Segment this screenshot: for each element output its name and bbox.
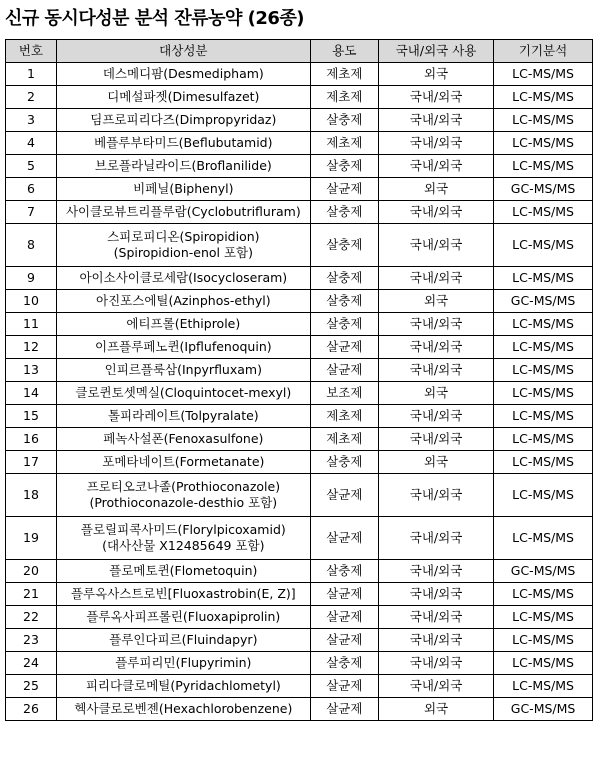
usage-type: 보조제 — [310, 382, 378, 405]
instrument-analysis: LC-MS/MS — [494, 201, 593, 224]
header-name: 대상성분 — [56, 40, 310, 63]
row-number: 21 — [6, 583, 57, 606]
table-row — [6, 560, 593, 583]
usage-type: 살균제 — [310, 698, 378, 721]
usage-type: 살충제 — [310, 290, 378, 313]
usage-type: 살충제 — [310, 313, 378, 336]
usage-region: 국내/외국 — [378, 517, 493, 560]
row-number: 1 — [6, 63, 57, 86]
instrument-analysis: LC-MS/MS — [494, 359, 593, 382]
ingredient-name — [56, 63, 310, 86]
ingredient-name-line: 플루옥사피프롤린(Fluoxapiprolin) — [86, 609, 281, 624]
header-use: 용도 — [310, 40, 378, 63]
table-row — [6, 336, 593, 359]
table-row — [6, 606, 593, 629]
row-number: 11 — [6, 313, 57, 336]
ingredient-name-line: 페녹사설폰(Fenoxasulfone) — [103, 431, 264, 446]
row-number: 13 — [6, 359, 57, 382]
table-row — [6, 451, 593, 474]
table-row — [6, 63, 593, 86]
table-row — [6, 132, 593, 155]
table-row — [6, 382, 593, 405]
usage-region: 국내/외국 — [378, 359, 493, 382]
table-row — [6, 313, 593, 336]
ingredient-name-line: 인피르플룩삼(Inpyrfluxam) — [104, 362, 262, 377]
ingredient-name — [56, 132, 310, 155]
table-row — [6, 675, 593, 698]
ingredient-name-line: 아이소사이클로세람(Isocycloseram) — [79, 270, 288, 285]
table-row — [6, 698, 593, 721]
usage-region: 국내/외국 — [378, 583, 493, 606]
ingredient-name — [56, 583, 310, 606]
row-number: 20 — [6, 560, 57, 583]
row-number: 8 — [6, 224, 57, 267]
table-header-row — [6, 40, 593, 63]
usage-type: 살균제 — [310, 474, 378, 517]
table-row — [6, 224, 593, 267]
usage-type: 제초제 — [310, 132, 378, 155]
ingredient-name-line: 아진포스에틸(Azinphos-ethyl) — [96, 293, 271, 308]
ingredient-name-line: 헥사클로로벤젠(Hexachlorobenzene) — [74, 701, 293, 716]
usage-region: 국내/외국 — [378, 313, 493, 336]
ingredient-name — [56, 224, 310, 267]
usage-type: 살균제 — [310, 178, 378, 201]
usage-type: 살균제 — [310, 629, 378, 652]
usage-region: 외국 — [378, 63, 493, 86]
instrument-analysis: LC-MS/MS — [494, 652, 593, 675]
usage-type: 살균제 — [310, 675, 378, 698]
instrument-analysis: LC-MS/MS — [494, 382, 593, 405]
ingredient-name — [56, 606, 310, 629]
instrument-analysis: LC-MS/MS — [494, 267, 593, 290]
instrument-analysis: GC-MS/MS — [494, 290, 593, 313]
row-number: 10 — [6, 290, 57, 313]
ingredient-name — [56, 313, 310, 336]
ingredient-name-line: 피리다클로메틸(Pyridachlometyl) — [85, 678, 281, 693]
ingredient-name — [56, 290, 310, 313]
row-number: 22 — [6, 606, 57, 629]
usage-region: 외국 — [378, 451, 493, 474]
ingredient-name-line: 에티프롤(Ethiprole) — [126, 316, 241, 331]
table-body — [6, 63, 593, 721]
instrument-analysis: LC-MS/MS — [494, 336, 593, 359]
instrument-analysis: LC-MS/MS — [494, 63, 593, 86]
usage-type: 살충제 — [310, 109, 378, 132]
row-number: 16 — [6, 428, 57, 451]
ingredient-name-line: 플로릴피콕사미드(Florylpicoxamid) — [80, 522, 286, 537]
instrument-analysis: LC-MS/MS — [494, 583, 593, 606]
ingredient-name-line: 플로메토퀸(Flometoquin) — [109, 563, 258, 578]
usage-region: 국내/외국 — [378, 224, 493, 267]
usage-region: 국내/외국 — [378, 155, 493, 178]
table-row — [6, 201, 593, 224]
usage-type: 살충제 — [310, 224, 378, 267]
ingredient-name-line: (Prothioconazole-desthio 포함) — [89, 495, 278, 510]
usage-region: 국내/외국 — [378, 109, 493, 132]
ingredient-name-line: 이프플루페노퀸(Ipflufenoquin) — [95, 339, 272, 354]
table-row — [6, 583, 593, 606]
ingredient-name — [56, 382, 310, 405]
usage-type: 살충제 — [310, 652, 378, 675]
table-row — [6, 267, 593, 290]
ingredient-name — [56, 109, 310, 132]
ingredient-name-line: 베플루부타미드(Beflubutamid) — [94, 135, 273, 150]
table-row — [6, 474, 593, 517]
usage-region: 외국 — [378, 178, 493, 201]
ingredient-name-line: 비페닐(Biphenyl) — [133, 181, 234, 196]
row-number: 23 — [6, 629, 57, 652]
table-row — [6, 405, 593, 428]
ingredient-name — [56, 155, 310, 178]
ingredient-name-line: 플루인다피르(Fluindapyr) — [109, 632, 258, 647]
usage-type: 제초제 — [310, 428, 378, 451]
usage-type: 살충제 — [310, 201, 378, 224]
usage-region: 국내/외국 — [378, 629, 493, 652]
usage-region: 국내/외국 — [378, 132, 493, 155]
row-number: 2 — [6, 86, 57, 109]
header-instrument: 기기분석 — [494, 40, 593, 63]
ingredient-name-line: 포메타네이트(Formetanate) — [102, 454, 265, 469]
table-row — [6, 428, 593, 451]
ingredient-name-line: 브로플라닐라이드(Broflanilide) — [94, 158, 272, 173]
table-row — [6, 359, 593, 382]
usage-region: 국내/외국 — [378, 428, 493, 451]
header-no: 번호 — [6, 40, 57, 63]
table-row — [6, 178, 593, 201]
usage-type: 살균제 — [310, 583, 378, 606]
instrument-analysis: LC-MS/MS — [494, 313, 593, 336]
ingredient-name-line: 프로티오코나졸(Prothioconazole) — [86, 479, 281, 494]
usage-type: 살균제 — [310, 517, 378, 560]
instrument-analysis: LC-MS/MS — [494, 428, 593, 451]
usage-type: 살균제 — [310, 359, 378, 382]
usage-region: 국내/외국 — [378, 405, 493, 428]
row-number: 26 — [6, 698, 57, 721]
ingredient-name-line: 플루피리민(Flupyrimin) — [115, 655, 252, 670]
usage-type: 제초제 — [310, 63, 378, 86]
row-number: 6 — [6, 178, 57, 201]
table-row — [6, 629, 593, 652]
ingredient-name-line: 클로퀸토셋멕실(Cloquintocet-mexyl) — [75, 385, 292, 400]
ingredient-name — [56, 336, 310, 359]
ingredient-name — [56, 267, 310, 290]
ingredient-name-line: 스피로피디온(Spiropidion) — [107, 229, 260, 244]
ingredient-name — [56, 359, 310, 382]
instrument-analysis: GC-MS/MS — [494, 178, 593, 201]
row-number: 24 — [6, 652, 57, 675]
usage-type: 살균제 — [310, 606, 378, 629]
usage-region: 국내/외국 — [378, 86, 493, 109]
instrument-analysis: LC-MS/MS — [494, 109, 593, 132]
ingredient-name — [56, 675, 310, 698]
row-number: 25 — [6, 675, 57, 698]
header-region: 국내/외국 사용 — [378, 40, 493, 63]
usage-type: 살충제 — [310, 267, 378, 290]
table-row — [6, 290, 593, 313]
usage-type: 살충제 — [310, 155, 378, 178]
ingredient-name — [56, 451, 310, 474]
ingredient-name-line: 딤프로피리다즈(Dimpropyridaz) — [90, 112, 277, 127]
table-row — [6, 155, 593, 178]
ingredient-name-line: 사이클로뷰트리플루람(Cyclobutrifluram) — [65, 204, 301, 219]
instrument-analysis: LC-MS/MS — [494, 675, 593, 698]
ingredient-name — [56, 201, 310, 224]
usage-region: 국내/외국 — [378, 474, 493, 517]
ingredient-name-line: 톨피라레이트(Tolpyralate) — [107, 408, 259, 423]
usage-type: 살충제 — [310, 451, 378, 474]
row-number: 15 — [6, 405, 57, 428]
ingredient-name — [56, 629, 310, 652]
usage-region: 외국 — [378, 698, 493, 721]
table-row — [6, 517, 593, 560]
instrument-analysis: LC-MS/MS — [494, 474, 593, 517]
row-number: 9 — [6, 267, 57, 290]
ingredient-name — [56, 428, 310, 451]
row-number: 14 — [6, 382, 57, 405]
instrument-analysis: LC-MS/MS — [494, 224, 593, 267]
usage-type: 제초제 — [310, 86, 378, 109]
row-number: 4 — [6, 132, 57, 155]
instrument-analysis: GC-MS/MS — [494, 560, 593, 583]
instrument-analysis: LC-MS/MS — [494, 86, 593, 109]
table-row — [6, 652, 593, 675]
ingredient-name — [56, 86, 310, 109]
usage-region: 국내/외국 — [378, 267, 493, 290]
usage-type: 살균제 — [310, 336, 378, 359]
usage-region: 국내/외국 — [378, 336, 493, 359]
usage-region: 외국 — [378, 382, 493, 405]
usage-region: 국내/외국 — [378, 560, 493, 583]
instrument-analysis: GC-MS/MS — [494, 698, 593, 721]
instrument-analysis: LC-MS/MS — [494, 517, 593, 560]
usage-region: 국내/외국 — [378, 201, 493, 224]
instrument-analysis: LC-MS/MS — [494, 132, 593, 155]
pesticide-table — [5, 39, 593, 721]
ingredient-name-line: (대사산물 X12485649 포함) — [102, 538, 265, 553]
table-row — [6, 86, 593, 109]
usage-type: 살충제 — [310, 560, 378, 583]
ingredient-name — [56, 652, 310, 675]
usage-region: 국내/외국 — [378, 652, 493, 675]
table-row — [6, 109, 593, 132]
ingredient-name — [56, 560, 310, 583]
ingredient-name-line: (Spiropidion-enol 포함) — [113, 245, 254, 260]
ingredient-name-line: 데스메디팜(Desmedipham) — [102, 66, 264, 81]
row-number: 3 — [6, 109, 57, 132]
ingredient-name — [56, 405, 310, 428]
instrument-analysis: LC-MS/MS — [494, 606, 593, 629]
row-number: 19 — [6, 517, 57, 560]
ingredient-name-line: 디메설파젯(Dimesulfazet) — [107, 89, 260, 104]
ingredient-name — [56, 178, 310, 201]
usage-region: 외국 — [378, 290, 493, 313]
row-number: 7 — [6, 201, 57, 224]
row-number: 5 — [6, 155, 57, 178]
ingredient-name — [56, 517, 310, 560]
row-number: 17 — [6, 451, 57, 474]
instrument-analysis: LC-MS/MS — [494, 155, 593, 178]
usage-region: 국내/외국 — [378, 675, 493, 698]
instrument-analysis: LC-MS/MS — [494, 405, 593, 428]
page-title: 신규 동시다성분 분석 잔류농약 (26종) — [5, 8, 304, 29]
ingredient-name — [56, 474, 310, 517]
row-number: 12 — [6, 336, 57, 359]
ingredient-name-line: 플루옥사스트로빈[Fluoxastrobin(E, Z)] — [70, 586, 296, 601]
usage-region: 국내/외국 — [378, 606, 493, 629]
ingredient-name — [56, 698, 310, 721]
row-number: 18 — [6, 474, 57, 517]
instrument-analysis: LC-MS/MS — [494, 629, 593, 652]
instrument-analysis: LC-MS/MS — [494, 451, 593, 474]
usage-type: 제초제 — [310, 405, 378, 428]
